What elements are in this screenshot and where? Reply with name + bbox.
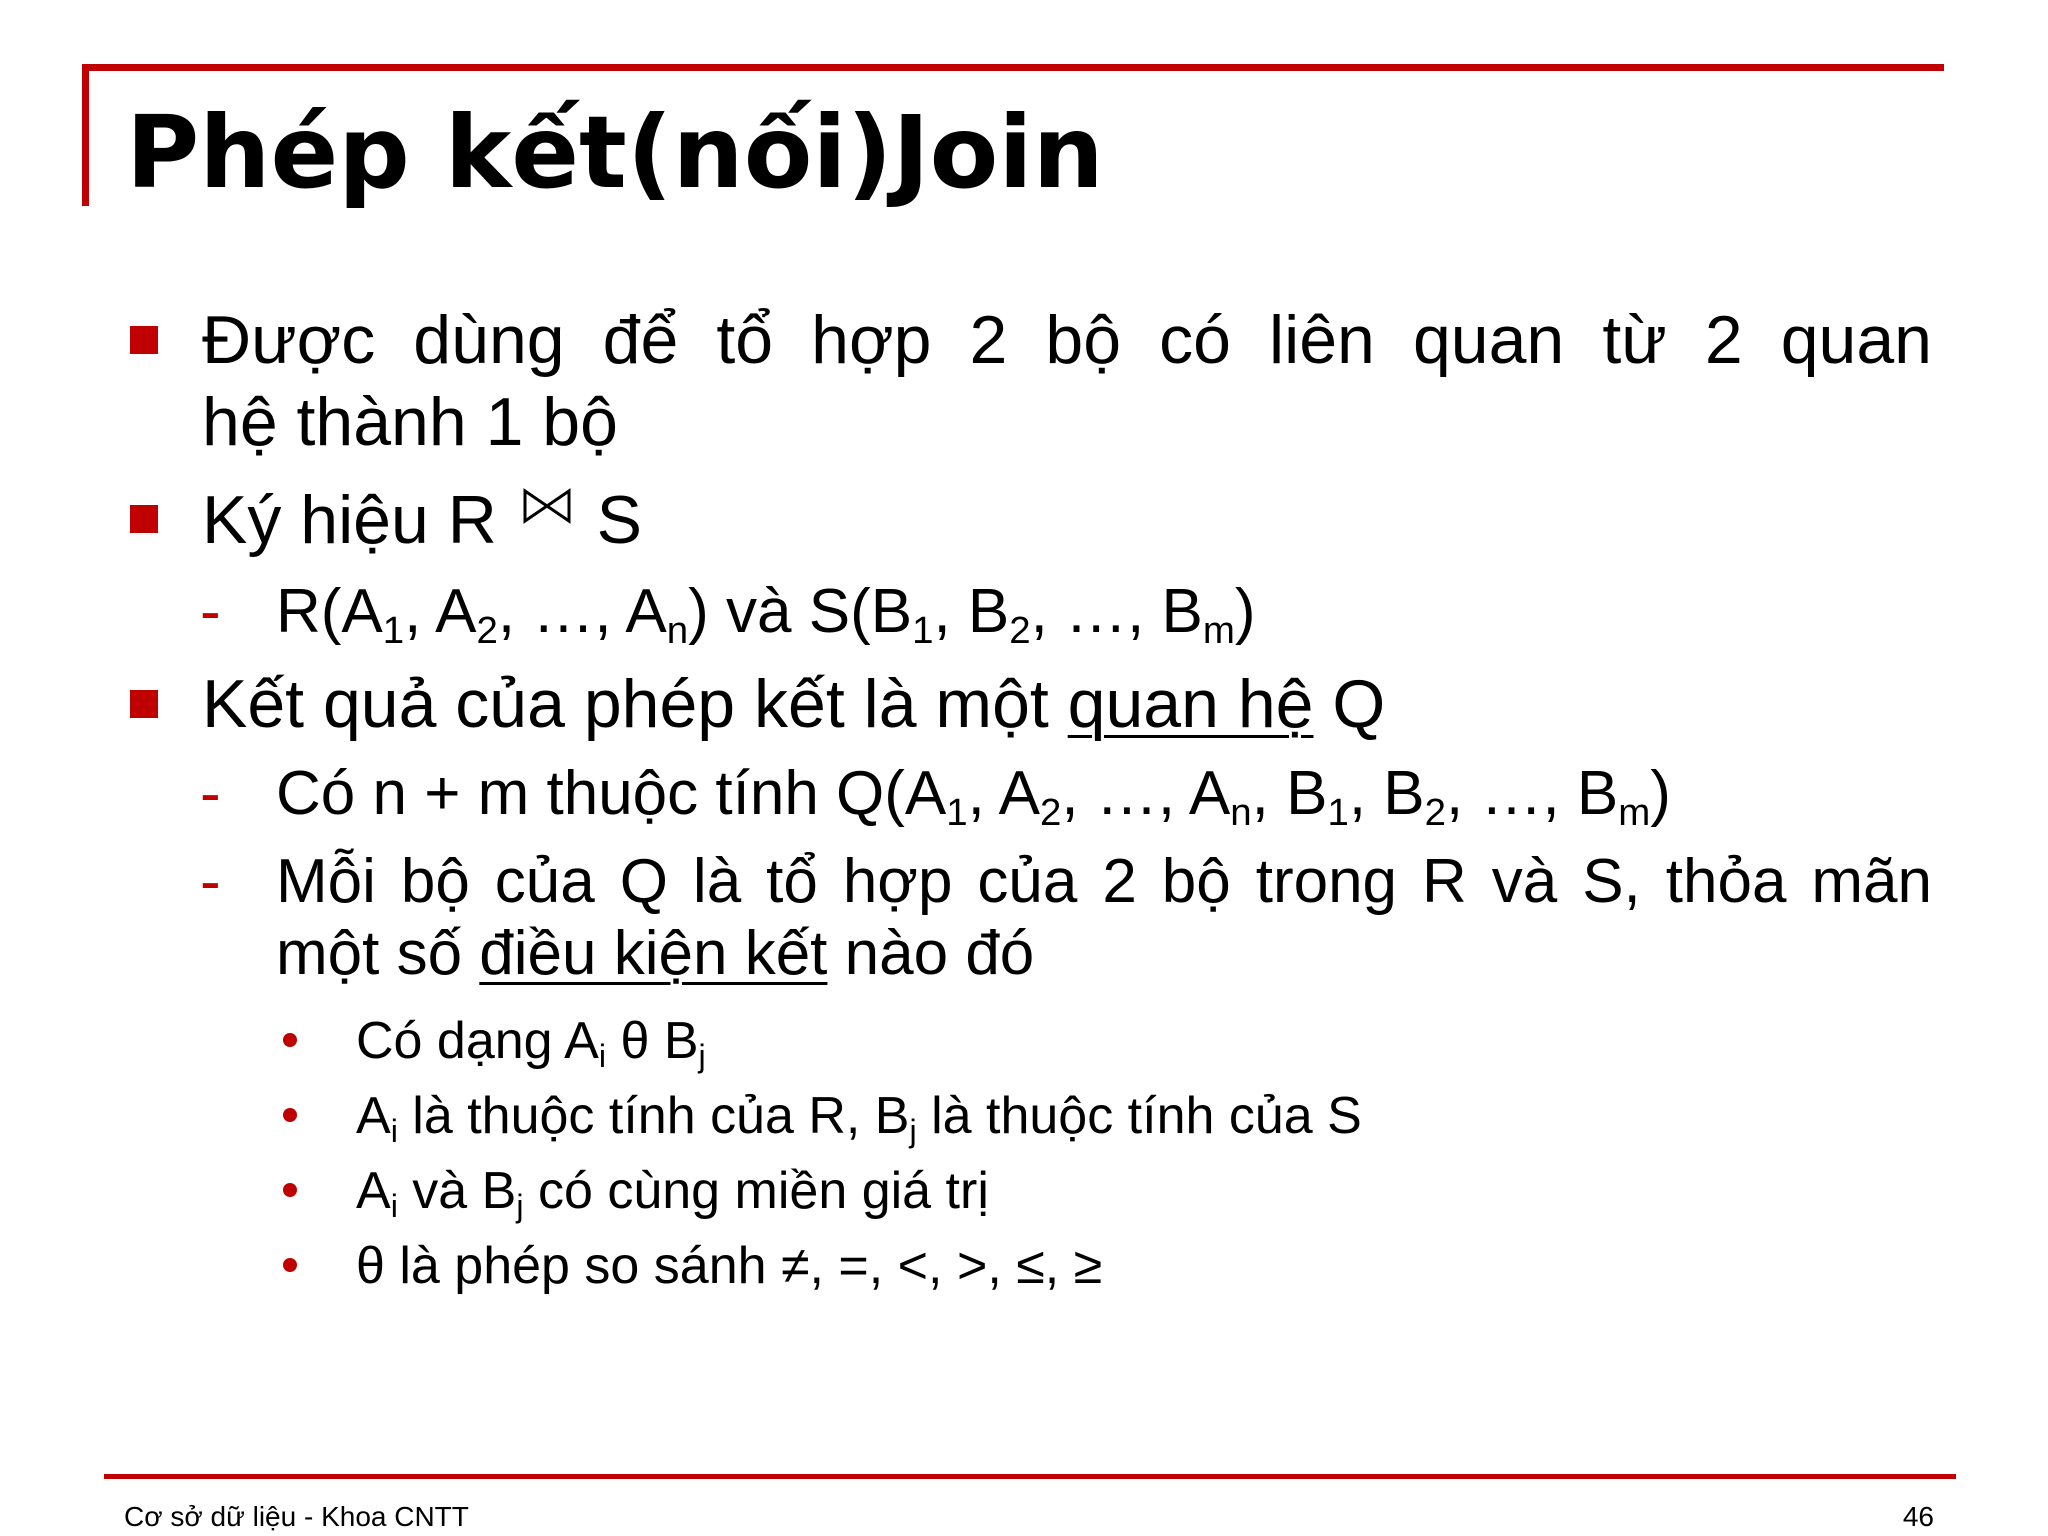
square-bullet-icon: [130, 690, 158, 718]
subscript: 2: [1040, 790, 1062, 834]
subscript: 1: [946, 790, 968, 834]
text-part: , B: [1251, 759, 1328, 828]
slide-title: Phép kết(nối)Join: [126, 94, 1104, 211]
text-part: , …, A: [1061, 759, 1231, 828]
square-bullet-icon: [130, 326, 158, 354]
bullet-3-sub-2-line-2: [276, 918, 1034, 990]
text-part: ) và S(B: [688, 577, 913, 646]
subscript: 2: [476, 608, 498, 652]
text-part: là thuộc tính của R, B: [397, 1087, 910, 1145]
text-part: , B: [933, 577, 1010, 646]
subscript: 2: [1424, 790, 1446, 834]
text-part: , A: [967, 759, 1041, 828]
text-part: A: [356, 1087, 391, 1145]
subscript: i: [390, 1113, 398, 1150]
text-part: , …, A: [497, 577, 667, 646]
square-bullet-icon: [130, 505, 158, 533]
footer-rule: [104, 1474, 1956, 1479]
dash-bullet-icon: -: [200, 577, 221, 646]
title-left-rule: [82, 64, 89, 206]
subscript: j: [698, 1038, 706, 1075]
subscript: 1: [912, 608, 934, 652]
footer-page-number: 46: [1902, 1501, 1934, 1532]
text-part: θ là phép so sánh ≠, =, <, >, ≤, ≥: [356, 1237, 1103, 1295]
bullet-1-line-1: Được dùng để tổ hợp 2 bộ có liên quan từ 2 quan: [202, 302, 1932, 378]
bullet-3-sub-1: [276, 758, 1671, 834]
text-part: , …, B: [1030, 577, 1203, 646]
bullet-2-text-after: S: [596, 482, 642, 558]
dot-bullet-icon: [283, 1258, 297, 1272]
bowtie-join-icon: [522, 488, 572, 524]
dot-bullet-icon: [283, 1183, 297, 1197]
bullet-1-line-2: hệ thành 1 bộ: [202, 384, 618, 460]
subscript: 1: [382, 608, 405, 652]
bullet-3-sub-2-line-1: Mỗi bộ của Q là tổ hợp của 2 bộ trong R và S, thỏa mãn: [276, 847, 1932, 916]
text-part: , …, B: [1446, 759, 1619, 828]
subscript: i: [390, 1188, 398, 1225]
title-top-rule: [82, 64, 1944, 71]
text-part: Có n + m thuộc tính Q(A: [276, 759, 947, 828]
text-part: A: [356, 1162, 391, 1220]
subscript: n: [666, 608, 689, 652]
subscript: n: [1230, 790, 1252, 834]
condition-item-4: [356, 1235, 1102, 1297]
text-part: R(A: [276, 577, 383, 646]
bullet-3-text: [202, 666, 1385, 742]
text-part: ): [1234, 577, 1256, 646]
text-part: có cùng miền giá trị: [523, 1162, 989, 1220]
text-part: θ B: [606, 1012, 699, 1070]
text-part: và B: [397, 1162, 517, 1220]
text-part: , B: [1348, 759, 1425, 828]
text-part: nào đó: [827, 919, 1035, 988]
text-part: Kết quả của phép kết là một: [202, 666, 1068, 742]
text-part: ): [1650, 759, 1671, 828]
subscript: i: [598, 1038, 607, 1075]
subscript: 1: [1327, 790, 1349, 834]
text-part: một số: [276, 919, 480, 988]
dash-bullet-icon: -: [200, 759, 221, 828]
condition-item-3: [356, 1160, 989, 1225]
condition-item-1: [356, 1010, 706, 1075]
subscript: m: [1618, 790, 1651, 834]
underlined-term: điều kiện kết: [479, 919, 828, 988]
underlined-term: quan hệ: [1067, 666, 1314, 742]
dash-bullet-icon: -: [200, 847, 221, 916]
dot-bullet-icon: [283, 1108, 297, 1122]
bullet-2-sub-1: [276, 576, 1256, 652]
subscript: m: [1202, 608, 1235, 652]
text-part: Có dạng A: [356, 1012, 599, 1070]
dot-bullet-icon: [283, 1033, 297, 1047]
bullet-2-text: [202, 482, 642, 558]
footer-course-label: Cơ sở dữ liệu - Khoa CNTT: [124, 1501, 469, 1532]
condition-item-2: [356, 1085, 1362, 1150]
text-part: là thuộc tính của S: [916, 1087, 1362, 1145]
bullet-2-text-before: Ký hiệu R: [202, 482, 497, 558]
subscript: 2: [1009, 608, 1031, 652]
subscript: j: [516, 1188, 524, 1225]
text-part: , A: [404, 577, 477, 646]
subscript: j: [909, 1113, 917, 1150]
text-part: Q: [1313, 666, 1386, 742]
